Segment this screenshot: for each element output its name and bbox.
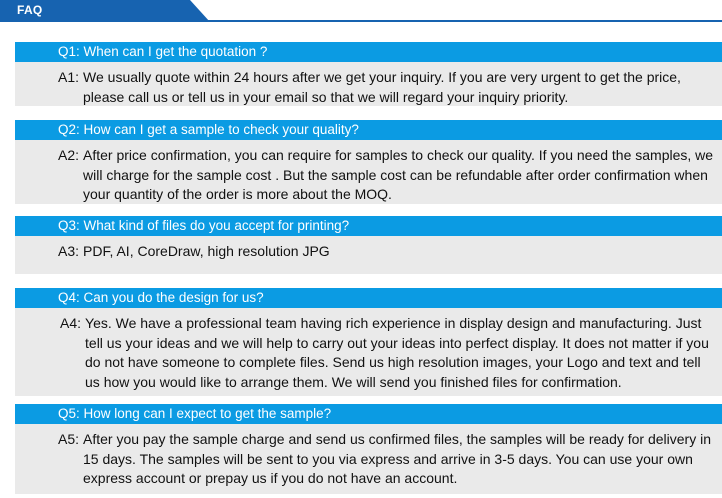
- faq-header: [0, 0, 722, 22]
- faq-item-5: [15, 404, 722, 494]
- faq-answer-text: PDF, AI, CoreDraw, high resolution JPG: [83, 243, 330, 259]
- faq-header-rule: [0, 20, 722, 22]
- faq-question-5: Q5: How long can I expect to get the sample?: [15, 404, 722, 424]
- faq-answer-2: [15, 140, 722, 204]
- faq-question-2: Q2: How can I get a sample to check your quality?: [15, 120, 722, 140]
- faq-answer-text: We usually quote within 24 hours after we get your inquiry. If you are very urgent to get the price, please call us or tell us in your email so that we will regard your inquiry priority.: [83, 69, 681, 105]
- faq-answer-label: A2:: [58, 147, 80, 163]
- faq-title: FAQ: [17, 3, 43, 17]
- faq-answer-label: A4:: [60, 315, 82, 331]
- faq-answer-3: [15, 236, 722, 274]
- faq-answer-text: After price confirmation, you can require for samples to check our quality. If you need the samples, we will charge for the sample cost . But the sample cost can be refundable after order confirmation when your quantity of the order is more about the MOQ.: [83, 147, 714, 203]
- faq-answer-5: [15, 424, 722, 494]
- faq-question-4: Q4: Can you do the design for us?: [15, 288, 722, 308]
- faq-answer-4: [15, 308, 722, 396]
- faq-answer-1: [15, 62, 722, 106]
- faq-question-1: Q1: When can I get the quotation ?: [15, 42, 722, 62]
- faq-item-1: [15, 42, 722, 106]
- faq-item-4: [15, 288, 722, 396]
- faq-item-3: [15, 216, 722, 274]
- faq-answer-text: After you pay the sample charge and send us confirmed files, the samples will be ready for delivery in 15 days. The samples will be sent to you via express and arrive in 3-5 days. You can use your own express account or prepay us if you do not have an account.: [83, 431, 711, 487]
- faq-answer-label: A1:: [58, 69, 80, 85]
- faq-question-3: Q3: What kind of files do you accept for printing?: [15, 216, 722, 236]
- faq-answer-label: A3:: [58, 243, 80, 259]
- faq-answer-label: A5:: [58, 431, 80, 447]
- faq-item-2: [15, 120, 722, 204]
- faq-answer-text: Yes. We have a professional team having rich experience in display design and manufacturing. Just tell us your ideas and we will help to carry out your ideas into perfect display. It does not matter if you do not have someone to complete files. Send us high resolution images, your Logo and text and tell us how you would like to arrange them. We will send you finished files for confirmation.: [85, 315, 709, 390]
